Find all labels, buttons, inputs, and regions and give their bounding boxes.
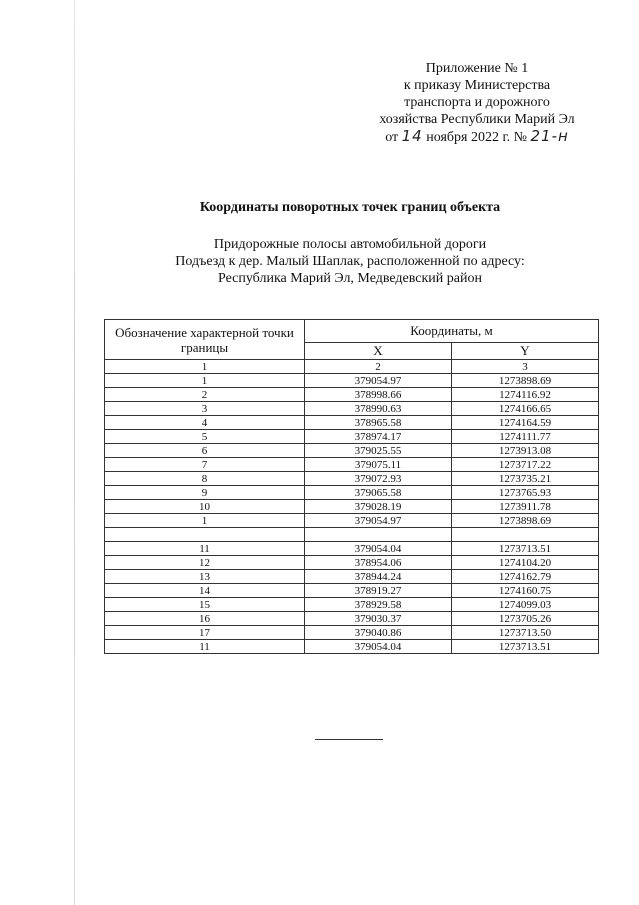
x-cell: 378954.06 — [305, 556, 452, 570]
x-cell: 379028.19 — [305, 500, 452, 514]
y-cell: 1274160.75 — [452, 584, 599, 598]
table-row — [105, 472, 599, 486]
point-cell: 1 — [105, 374, 305, 388]
table-row — [105, 598, 599, 612]
appendix-header — [352, 60, 602, 146]
y-cell: 1274116.92 — [452, 388, 599, 402]
handwritten-day: 14 — [401, 127, 423, 145]
y-cell: 1273765.93 — [452, 486, 599, 500]
header-x: X — [305, 343, 452, 360]
appendix-order-ref: к приказу Министерства — [403, 78, 551, 93]
table-row — [105, 584, 599, 598]
y-cell: 1273735.21 — [452, 472, 599, 486]
x-cell: 378990.63 — [305, 402, 452, 416]
point-cell: 11 — [105, 542, 305, 556]
x-cell: 379025.55 — [305, 444, 452, 458]
table-row — [105, 514, 599, 528]
y-cell: 1273713.51 — [452, 542, 599, 556]
y-cell: 1274104.20 — [452, 556, 599, 570]
subtitle-line-3: Республика Марий Эл, Медведевский район — [218, 271, 482, 286]
x-cell: 379054.04 — [305, 542, 452, 556]
table-row — [105, 626, 599, 640]
x-cell: 379072.93 — [305, 472, 452, 486]
point-cell: 13 — [105, 570, 305, 584]
y-cell: 1274099.03 — [452, 598, 599, 612]
column-number-3: 3 — [452, 360, 599, 374]
coordinates-table — [104, 319, 599, 654]
y-cell: 1273713.50 — [452, 626, 599, 640]
appendix-number: Приложение № 1 — [425, 61, 529, 76]
table-row — [105, 528, 599, 542]
header-coordinates: Координаты, м — [305, 320, 599, 343]
table-row — [105, 556, 599, 570]
y-cell: 1274164.59 — [452, 416, 599, 430]
column-number-2: 2 — [305, 360, 452, 374]
column-number-1: 1 — [105, 360, 305, 374]
table-row — [105, 374, 599, 388]
x-cell: 378998.66 — [305, 388, 452, 402]
y-cell: 1273717.22 — [452, 458, 599, 472]
x-cell: 379075.11 — [305, 458, 452, 472]
table-header-row — [105, 320, 599, 343]
header-point-designation: Обозначение характерной точки границы — [105, 320, 305, 360]
y-cell: 1273898.69 — [452, 374, 599, 388]
date-prefix: от — [385, 130, 399, 145]
point-cell: 2 — [105, 388, 305, 402]
document-subtitle — [100, 236, 600, 287]
point-cell: 7 — [105, 458, 305, 472]
point-cell: 6 — [105, 444, 305, 458]
point-cell: 11 — [105, 640, 305, 654]
point-cell: 17 — [105, 626, 305, 640]
point-cell: 16 — [105, 612, 305, 626]
subtitle-line-2: Подъезд к дер. Малый Шаплак, расположенной по адресу: — [175, 254, 525, 269]
point-cell: 9 — [105, 486, 305, 500]
table-row — [105, 570, 599, 584]
table-row — [105, 388, 599, 402]
x-cell — [305, 528, 452, 542]
closing-separator-line — [315, 739, 383, 740]
y-cell: 1273913.08 — [452, 444, 599, 458]
date-rest: ноября 2022 г. № — [426, 130, 527, 145]
point-cell: 4 — [105, 416, 305, 430]
appendix-ministry-2: хозяйства Республики Марий Эл — [379, 112, 575, 127]
table-row — [105, 486, 599, 500]
column-number-row — [105, 360, 599, 374]
y-cell: 1273911.78 — [452, 500, 599, 514]
x-cell: 379054.97 — [305, 374, 452, 388]
appendix-date-line — [352, 128, 602, 146]
header-y: Y — [452, 343, 599, 360]
x-cell: 379054.97 — [305, 514, 452, 528]
subtitle-line-1: Придорожные полосы автомобильной дороги — [213, 237, 487, 252]
table-row — [105, 542, 599, 556]
point-cell: 1 — [105, 514, 305, 528]
table-row — [105, 444, 599, 458]
table-row — [105, 612, 599, 626]
point-cell: 10 — [105, 500, 305, 514]
scan-margin-line — [74, 0, 75, 905]
x-cell: 378944.24 — [305, 570, 452, 584]
x-cell: 378965.58 — [305, 416, 452, 430]
table-row — [105, 402, 599, 416]
y-cell: 1273705.26 — [452, 612, 599, 626]
y-cell — [452, 528, 599, 542]
x-cell: 378919.27 — [305, 584, 452, 598]
x-cell: 379030.37 — [305, 612, 452, 626]
handwritten-order-number: 21-н — [530, 127, 569, 145]
point-cell: 14 — [105, 584, 305, 598]
x-cell: 379065.58 — [305, 486, 452, 500]
appendix-ministry-1: транспорта и дорожного — [404, 95, 550, 110]
table-row — [105, 430, 599, 444]
point-cell: 12 — [105, 556, 305, 570]
document-title: Координаты поворотных точек границ объекта — [199, 200, 501, 215]
y-cell: 1273898.69 — [452, 514, 599, 528]
x-cell: 379054.04 — [305, 640, 452, 654]
table-row — [105, 500, 599, 514]
point-cell: 5 — [105, 430, 305, 444]
y-cell: 1273713.51 — [452, 640, 599, 654]
x-cell: 379040.86 — [305, 626, 452, 640]
table-row — [105, 458, 599, 472]
table-row — [105, 640, 599, 654]
table-row — [105, 416, 599, 430]
y-cell: 1274166.65 — [452, 402, 599, 416]
x-cell: 378929.58 — [305, 598, 452, 612]
point-cell — [105, 528, 305, 542]
y-cell: 1274111.77 — [452, 430, 599, 444]
y-cell: 1274162.79 — [452, 570, 599, 584]
point-cell: 8 — [105, 472, 305, 486]
point-cell: 3 — [105, 402, 305, 416]
x-cell: 378974.17 — [305, 430, 452, 444]
point-cell: 15 — [105, 598, 305, 612]
